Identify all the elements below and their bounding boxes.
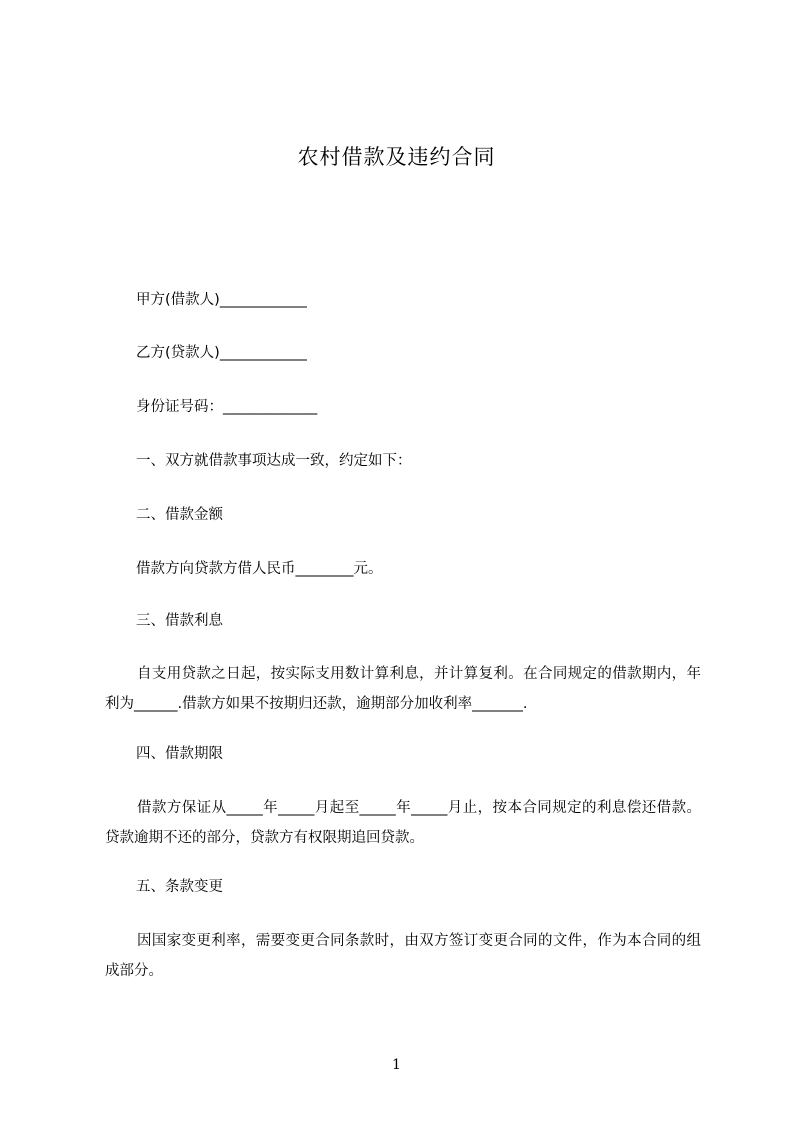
page-number: 1 xyxy=(392,1057,401,1073)
clause-2-heading: 二、借款金额 xyxy=(136,507,223,523)
clause-4-heading: 四、借款期限 xyxy=(136,746,223,762)
document-title: 农村借款及违约合同 xyxy=(297,145,496,169)
clause-5-heading: 五、条款变更 xyxy=(136,879,223,895)
party-b-line: 乙方(贷款人)____________ xyxy=(136,345,307,361)
clause-3-body: 自支用贷款之日起，按实际支用数计算利息，并计算复利。在合同规定的借款期内，年利为______.借款方如果不按期归还款，逾期部分加收利率_______. xyxy=(105,666,701,712)
clause-2-body: 借款方向贷款方借人民币________元。 xyxy=(136,561,383,577)
clause-5-body: 因国家变更利率，需要变更合同条款时，由双方签订变更合同的文件，作为本合同的组成部分。 xyxy=(105,933,701,979)
party-a-line: 甲方(借款人)____________ xyxy=(136,292,307,308)
clause-3-heading: 三、借款利息 xyxy=(136,613,223,629)
clause-1-text: 一、双方就借款事项达成一致，约定如下： xyxy=(136,453,412,469)
id-number-line: 身份证号码：_____________ xyxy=(136,399,318,415)
clause-4-body: 借款方保证从_____年_____月起至_____年_____月止，按本合同规定的利息偿还借款。贷款逾期不还的部分，贷款方有权限期追回贷款。 xyxy=(105,800,701,846)
